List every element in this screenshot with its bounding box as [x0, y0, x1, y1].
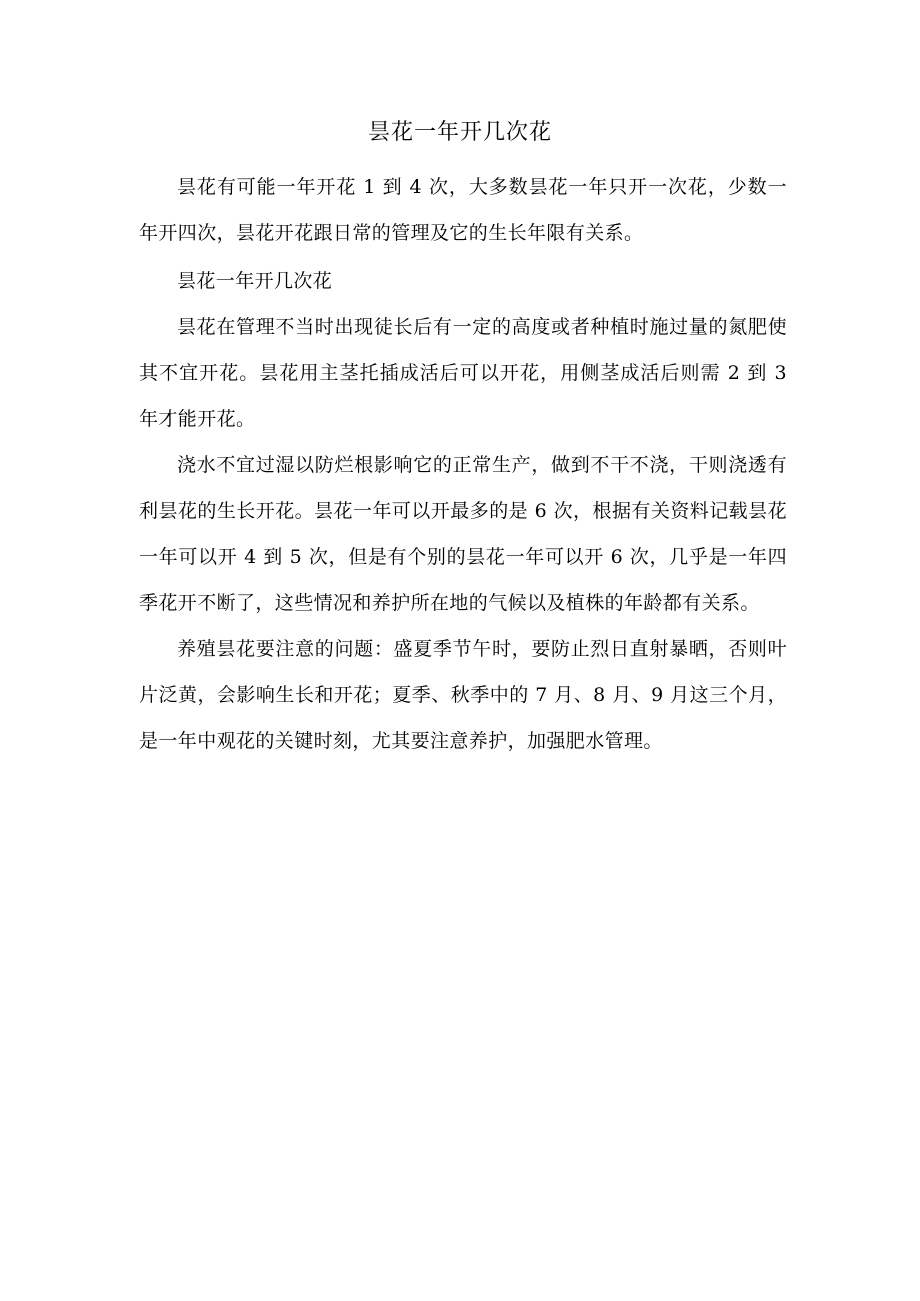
paragraph-intro: 昙花有可能一年开花 1 到 4 次，大多数昙花一年只开一次花，少数一年开四次，昙花开花跟日常的管理及它的生长年限有关系。: [139, 176, 787, 244]
document-title: 昙花一年开几次花: [367, 120, 552, 145]
paragraph-management: 昙花在管理不当时出现徒长后有一定的高度或者种植时施过量的氮肥使其不宜开花。昙花用主茎托插成活后可以开花，用侧茎成活后则需 2 到 3 年才能开花。: [139, 316, 787, 430]
document-body: [139, 164, 787, 778]
paragraph-subheading: 昙花一年开几次花: [177, 270, 333, 292]
paragraph-watering: 浇水不宜过湿以防烂根影响它的正常生产，做到不干不浇，干则浇透有利昙花的生长开花。昙花一年可以开最多的是 6 次，根据有关资料记载昙花一年可以开 4 到 5 次，但是有个别的昙花一年可以开 6 次，几乎是一年四季花开不断了，这些情况和养护所在地的气候以及植株的年龄都有关系。: [139, 454, 787, 614]
paragraph-care-notes: 养殖昙花要注意的问题：盛夏季节午时，要防止烈日直射暴晒，否则叶片泛黄，会影响生长和开花；夏季、秋季中的 7 月、8 月、9 月这三个月，是一年中观花的关键时刻，尤其要注意养护，加强肥水管理。: [139, 638, 787, 752]
